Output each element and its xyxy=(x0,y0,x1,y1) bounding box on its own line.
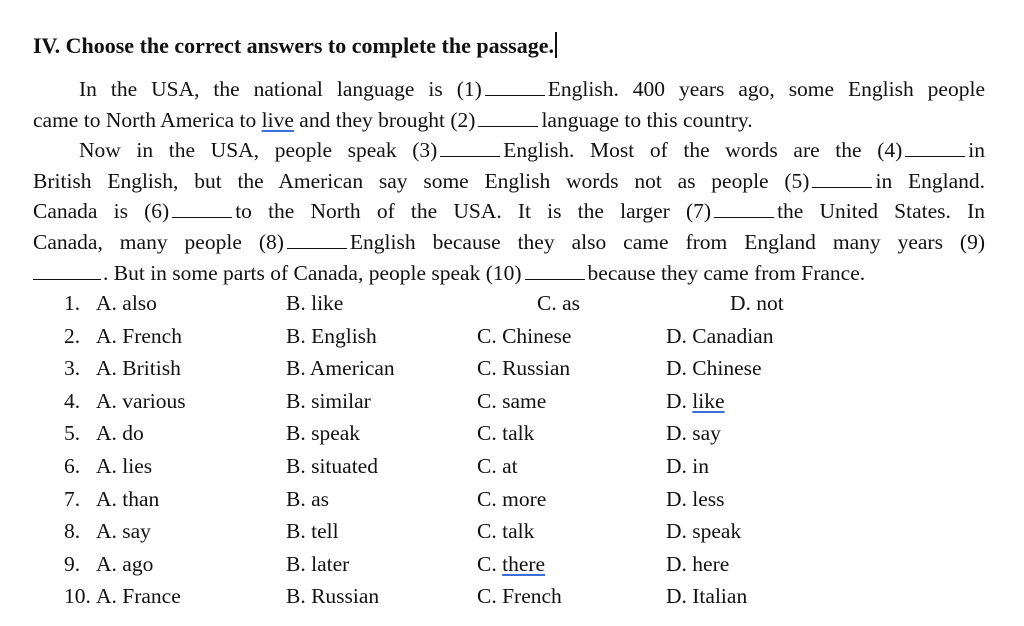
passage-line-5: Canada is (6) to the North of the USA. It is the larger (7) the United States. In xyxy=(33,199,985,224)
blank-8 xyxy=(287,230,347,249)
question-number: 3. xyxy=(64,356,81,381)
question-row-9 xyxy=(0,548,1024,581)
option-b: B. later xyxy=(286,551,350,576)
option-b: B. situated xyxy=(286,453,378,478)
blank-7 xyxy=(714,199,774,218)
option-b: B. Russian xyxy=(286,584,380,609)
question-number: 6. xyxy=(64,453,81,478)
question-row-3 xyxy=(0,352,1024,385)
option-d: D. like xyxy=(666,388,725,413)
option-d: D. speak xyxy=(666,519,742,544)
option-d: D. say xyxy=(666,421,721,446)
question-row-4 xyxy=(0,385,1024,418)
question-number: 1. xyxy=(64,291,81,315)
underlined-word-like: like xyxy=(692,388,725,413)
underlined-word-there: there xyxy=(502,551,546,576)
text-cursor xyxy=(555,32,557,58)
option-c: C. Chinese xyxy=(477,323,572,348)
blank-5 xyxy=(812,169,872,188)
exercise-heading[interactable] xyxy=(33,30,557,62)
option-c: C. as xyxy=(537,291,580,315)
question-number: 10. xyxy=(64,584,91,609)
question-number: 8. xyxy=(64,519,81,544)
blank-10 xyxy=(525,261,585,280)
option-a: A. lies xyxy=(96,453,153,478)
underlined-word-live: live xyxy=(261,107,294,132)
question-row-5 xyxy=(0,417,1024,450)
option-b: B. English xyxy=(286,323,377,348)
option-d: D. Italian xyxy=(666,584,748,609)
option-b: B. tell xyxy=(286,519,339,544)
question-row-2 xyxy=(0,320,1024,353)
question-number: 5. xyxy=(64,421,81,446)
passage-line-4: British English, but the American say some English words not as people (5) in England. xyxy=(33,168,985,193)
question-number: 7. xyxy=(64,486,81,511)
option-a: A. various xyxy=(96,388,186,413)
option-a: A. British xyxy=(96,356,181,381)
question-number: 2. xyxy=(64,323,81,348)
passage-line-7: . But in some parts of Canada, people speak (10) because they came from France. xyxy=(33,258,985,289)
heading-text: IV. Choose the correct answers to complete the passage. xyxy=(33,33,554,58)
blank-1 xyxy=(485,77,545,96)
option-b: B. as xyxy=(286,486,329,511)
option-c: C. Russian xyxy=(477,356,571,381)
option-b: B. similar xyxy=(286,388,371,413)
blank-6 xyxy=(172,199,232,218)
option-a: A. French xyxy=(96,323,182,348)
blank-3 xyxy=(440,138,500,157)
passage-line-3: Now in the USA, people speak (3) English. Most of the words are the (4) in xyxy=(79,138,985,163)
option-d: D. here xyxy=(666,551,730,576)
option-a: A. do xyxy=(96,421,144,446)
option-a: A. France xyxy=(96,584,181,609)
question-row-7 xyxy=(0,483,1024,516)
option-a: A. ago xyxy=(96,551,154,576)
passage-line-2: came to North America to live and they brought (2) language to this country. xyxy=(33,107,753,132)
option-b: B. speak xyxy=(286,421,361,446)
question-row-1 xyxy=(0,287,1024,320)
option-a: A. than xyxy=(96,486,160,511)
option-a: A. say xyxy=(96,519,151,544)
option-c: C. at xyxy=(477,453,518,478)
blank-9 xyxy=(33,261,101,280)
question-number: 4. xyxy=(64,388,81,413)
option-c: C. same xyxy=(477,388,547,413)
blank-4 xyxy=(905,138,965,157)
option-d: D. in xyxy=(666,453,709,478)
answer-options xyxy=(0,287,1024,613)
question-row-8 xyxy=(0,515,1024,548)
option-c: C. French xyxy=(477,584,562,609)
blank-2 xyxy=(478,108,538,127)
option-b: B. like xyxy=(286,291,344,315)
option-c: C. there xyxy=(477,551,546,576)
question-row-10 xyxy=(0,580,1024,613)
passage-line-1: In the USA, the national language is (1) English. 400 years ago, some English people xyxy=(79,77,985,101)
option-c: C. talk xyxy=(477,519,535,544)
question-row-6 xyxy=(0,450,1024,483)
option-c: C. talk xyxy=(477,421,535,446)
option-d: D. Chinese xyxy=(666,356,762,381)
option-c: C. more xyxy=(477,486,547,511)
passage-line-6: Canada, many people (8) English because they also came from England many years (9) xyxy=(33,229,985,254)
option-d: D. Canadian xyxy=(666,323,774,348)
option-b: B. American xyxy=(286,356,395,381)
option-a: A. also xyxy=(96,291,157,315)
option-d: D. not xyxy=(730,291,784,315)
question-number: 9. xyxy=(64,551,81,576)
passage xyxy=(33,74,985,288)
option-d: D. less xyxy=(666,486,725,511)
